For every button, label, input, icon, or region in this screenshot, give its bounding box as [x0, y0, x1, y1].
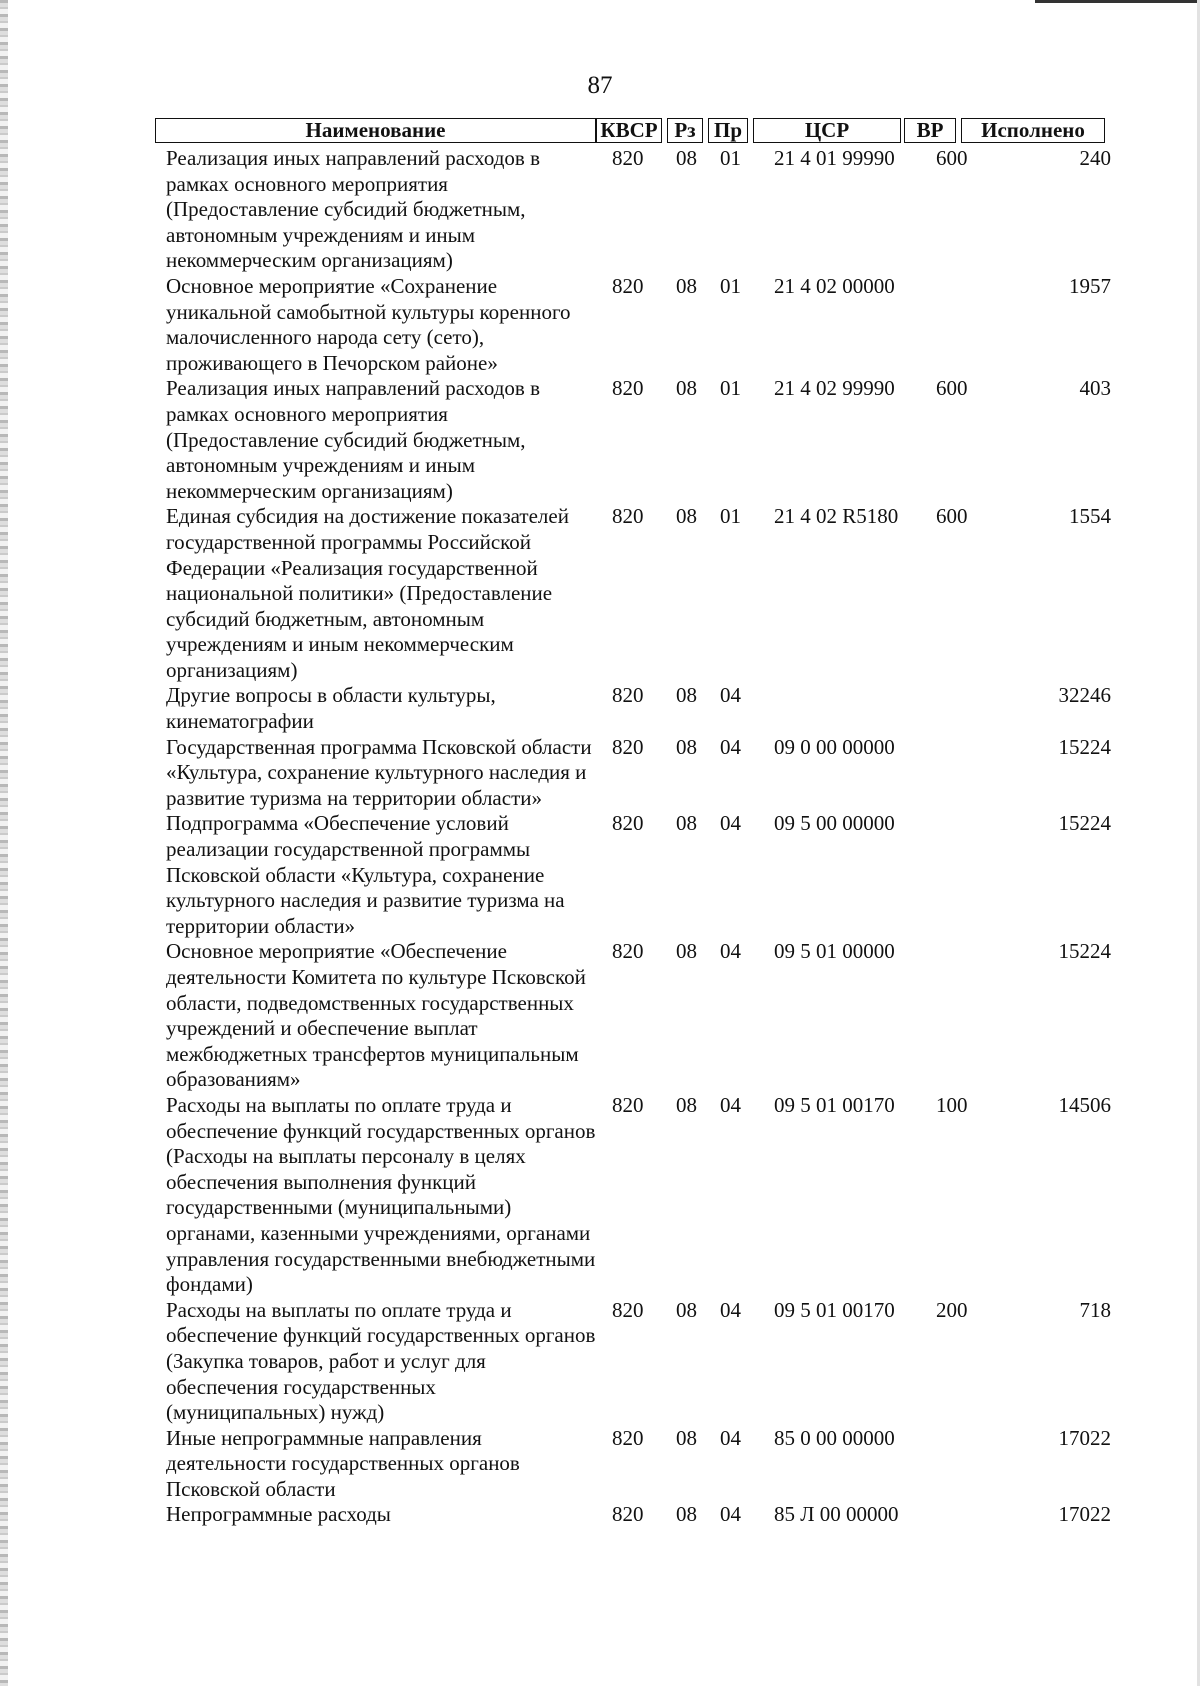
cell-kvsr: 820: [612, 683, 644, 708]
cell-kvsr: 820: [612, 734, 644, 759]
cell-pr: 01: [720, 376, 741, 401]
cell-amount: 403: [1079, 376, 1111, 401]
cell-vr: 100: [936, 1092, 968, 1117]
cell-csr: 85 0 00 00000: [774, 1425, 895, 1450]
cell-pr: 04: [720, 734, 741, 759]
cell-name: Реализация иных направлений расходов в рамках основного мероприятия (Предоставление субсидий бюджетным, автономным учреждениям и иным некоммерческим организациям): [166, 146, 541, 273]
cell-name: Расходы на выплаты по оплате труда и обеспечение функций государственных органов (Закупка товаров, работ и услуг для обеспечения государственных (муниципальных) нужд): [166, 1297, 596, 1425]
cell-vr: 600: [936, 504, 968, 529]
cell-kvsr: 820: [612, 939, 644, 964]
cell-rz: 08: [676, 146, 697, 170]
cell-pr: 04: [720, 1502, 741, 1527]
header-rz: Рз: [667, 118, 703, 143]
cell-amount: 14506: [1058, 1092, 1111, 1117]
cell-rz: 08: [676, 811, 697, 836]
table-row: [0, 146, 1200, 274]
table-row: [0, 811, 1200, 939]
cell-rz: 08: [676, 1425, 697, 1450]
cell-vr: 200: [936, 1297, 968, 1322]
cell-pr: 01: [720, 273, 741, 298]
cell-amount: 1957: [1069, 273, 1111, 298]
scan-mark-top: [1035, 0, 1200, 3]
table-header: [155, 118, 1125, 146]
cell-rz: 08: [676, 1297, 697, 1322]
table-row: [0, 504, 1200, 683]
cell-pr: 04: [720, 939, 741, 964]
cell-name: Реализация иных направлений расходов в рамках основного мероприятия (Предоставление субсидий бюджетным, автономным учреждениям и иным некоммерческим организациям): [166, 376, 541, 503]
table-row: [0, 1298, 1200, 1426]
cell-kvsr: 820: [612, 1297, 644, 1322]
cell-csr: 09 0 00 00000: [774, 734, 895, 759]
cell-amount: 17022: [1058, 1425, 1111, 1450]
header-kvsr: КВСР: [596, 118, 662, 143]
cell-name: Иные непрограммные направления деятельности государственных органов Псковской области: [166, 1425, 520, 1501]
table-row: [0, 376, 1200, 504]
cell-name: Единая субсидия на достижение показателей государственной программы Российской Федерации «Реализация государственной национальной политики» (Предоставление субсидий бюджетным, автономным учреждениям и иным некоммерческим организациям): [166, 504, 569, 682]
cell-csr: 85 Л 00 00000: [774, 1502, 899, 1527]
cell-pr: 04: [720, 1297, 741, 1322]
header-vr: ВР: [904, 118, 956, 143]
cell-csr: 09 5 01 00170: [774, 1297, 895, 1322]
cell-kvsr: 820: [612, 1092, 644, 1117]
cell-name: Государственная программа Псковской области «Культура, сохранение культурного наследия и развитие туризма на территории области»: [166, 734, 592, 810]
cell-csr: 09 5 01 00170: [774, 1092, 895, 1117]
table-row: [0, 939, 1200, 1093]
cell-amount: 718: [1079, 1297, 1111, 1322]
cell-pr: 04: [720, 1092, 741, 1117]
cell-vr: 600: [936, 376, 968, 401]
cell-rz: 08: [676, 376, 697, 401]
table-row: [0, 1426, 1200, 1503]
cell-csr: 21 4 02 R5180: [774, 504, 899, 529]
cell-pr: 01: [720, 146, 741, 170]
cell-pr: 04: [720, 1425, 741, 1450]
cell-csr: 21 4 01 99990: [774, 146, 895, 170]
cell-rz: 08: [676, 1502, 697, 1527]
page-number: 87: [587, 72, 613, 99]
cell-pr: 01: [720, 504, 741, 529]
cell-kvsr: 820: [612, 1425, 644, 1450]
cell-kvsr: 820: [612, 1502, 644, 1527]
header-csr: ЦСР: [753, 118, 901, 143]
cell-name: Подпрограмма «Обеспечение условий реализации государственной программы Псковской области «Культура, сохранение культурного наследия и развитие туризма на территории области»: [166, 811, 565, 938]
cell-kvsr: 820: [612, 376, 644, 401]
cell-rz: 08: [676, 504, 697, 529]
cell-kvsr: 820: [612, 273, 644, 298]
table-row: [0, 683, 1200, 734]
cell-name: Непрограммные расходы: [166, 1502, 391, 1527]
cell-rz: 08: [676, 683, 697, 708]
cell-kvsr: 820: [612, 811, 644, 836]
cell-amount: 17022: [1058, 1502, 1111, 1527]
cell-csr: 09 5 01 00000: [774, 939, 895, 964]
cell-amount: 15224: [1058, 734, 1111, 759]
cell-name: Другие вопросы в области культуры, кинематографии: [166, 683, 496, 734]
cell-name: Основное мероприятие «Сохранение уникальной самобытной культуры коренного малочисленного народа сету (сето), проживающего в Печорском районе»: [166, 273, 571, 375]
cell-name: Расходы на выплаты по оплате труда и обеспечение функций государственных органов (Расходы на выплаты персоналу в целях обеспечения выполнения функций государственными (муниципальными) органами, казенными учреждениями, органами управления государственными внебюджетными фондами): [166, 1092, 596, 1297]
cell-pr: 04: [720, 683, 741, 708]
cell-kvsr: 820: [612, 504, 644, 529]
cell-amount: 32246: [1058, 683, 1111, 708]
cell-rz: 08: [676, 1092, 697, 1117]
table-row: [0, 1093, 1200, 1298]
cell-pr: 04: [720, 811, 741, 836]
cell-amount: 15224: [1058, 811, 1111, 836]
cell-kvsr: 820: [612, 146, 644, 170]
cell-amount: 1554: [1069, 504, 1111, 529]
cell-amount: 240: [1079, 146, 1111, 170]
cell-csr: 21 4 02 99990: [774, 376, 895, 401]
cell-rz: 08: [676, 273, 697, 298]
cell-csr: 21 4 02 00000: [774, 273, 895, 298]
cell-rz: 08: [676, 939, 697, 964]
cell-rz: 08: [676, 734, 697, 759]
cell-csr: 09 5 00 00000: [774, 811, 895, 836]
table-row: [0, 735, 1200, 812]
table-body: [0, 146, 1200, 1528]
table-row: [0, 1502, 1200, 1528]
cell-amount: 15224: [1058, 939, 1111, 964]
table-row: [0, 274, 1200, 376]
header-pr: Пр: [708, 118, 748, 143]
header-amount: Исполнено: [961, 118, 1105, 143]
cell-name: Основное мероприятие «Обеспечение деятельности Комитета по культуре Псковской области, подведомственных государственных учреждений и обеспечение выплат межбюджетных трансфертов муниципальным образованиям»: [166, 939, 586, 1092]
header-name: Наименование: [155, 118, 596, 143]
cell-vr: 600: [936, 146, 968, 170]
